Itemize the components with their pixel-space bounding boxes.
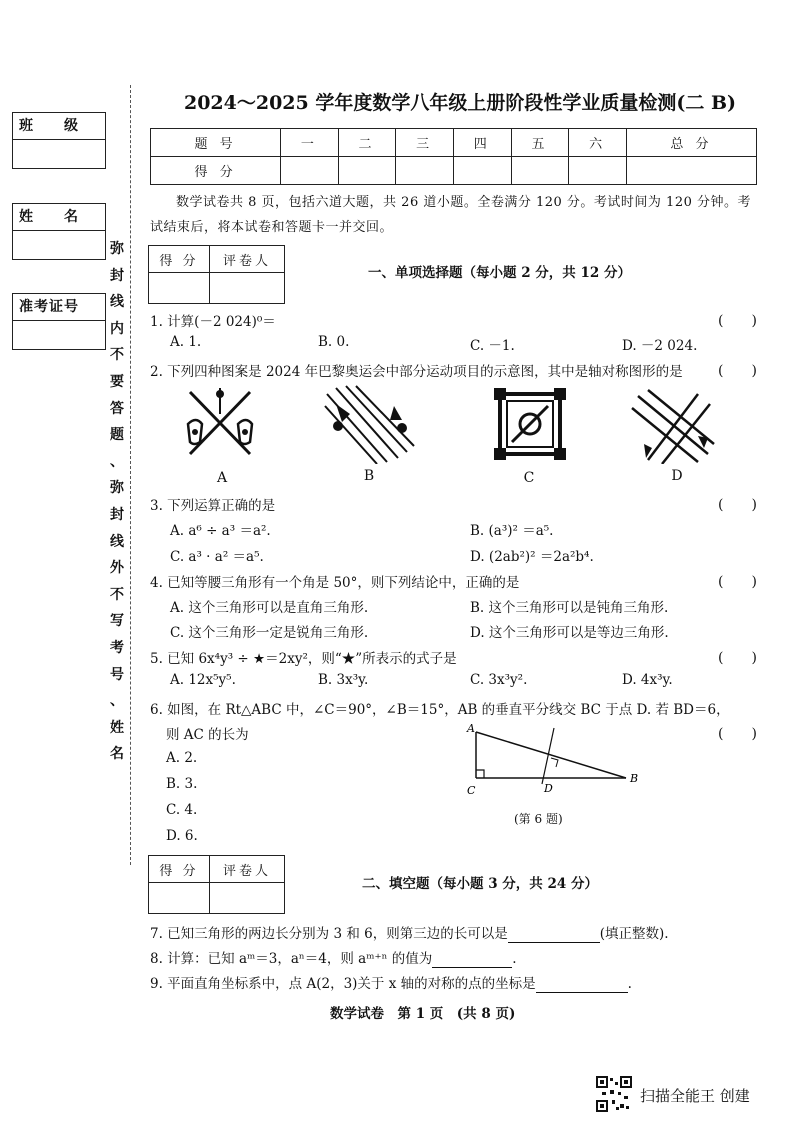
- name-box: [12, 203, 106, 260]
- fencing-icon: [180, 384, 260, 464]
- answer-blank[interactable]: [508, 926, 600, 943]
- score-table: [150, 128, 757, 185]
- section-1-title: 一、单项选择题（每小题 2 分，共 12 分）: [368, 265, 631, 281]
- question-9-stem: 9. 平面直角坐标系中，点 A(2，3)关于 x 轴的对称的点的坐标是: [150, 976, 536, 992]
- question-6-stem: 6. 如图，在 Rt△ABC 中，∠C＝90°，∠B＝15°，AB 的垂直平分线交 BC 于点 D. 若 BD＝6，: [150, 702, 730, 718]
- option-c: C. 4.: [166, 802, 198, 818]
- id-label: 准考证号: [13, 294, 105, 321]
- figure-6-caption: (第 6 题): [514, 812, 563, 826]
- option-b: B. 这个三角形可以是钝角三角形.: [470, 600, 669, 616]
- option-b: B. 0.: [318, 334, 350, 350]
- option-d: D. 这个三角形可以是等边三角形.: [470, 625, 669, 641]
- header-cell: 四: [453, 129, 511, 157]
- question-8: [150, 947, 517, 968]
- question-2-stem: 2. 下列四种图案是 2024 年巴黎奥运会中部分运动项目的示意图，其中是轴对称图形的是: [150, 364, 683, 380]
- score-cell[interactable]: [396, 157, 454, 185]
- option-c: C. 3x³y².: [470, 672, 528, 688]
- grader-reviewer-field[interactable]: [210, 883, 285, 914]
- figure-caption-c: C: [523, 470, 535, 486]
- class-field[interactable]: [13, 140, 105, 168]
- score-cell[interactable]: [453, 157, 511, 185]
- question-4-stem: 4. 已知等腰三角形有一个角是 50°，则下列结论中，正确的是: [150, 575, 520, 591]
- option-a: A. 1.: [170, 334, 202, 350]
- point-b-label: B: [630, 772, 639, 785]
- answer-blank[interactable]: [432, 951, 512, 968]
- rowing-icon: [628, 384, 718, 464]
- question-3-stem: 3. 下列运算正确的是: [150, 498, 276, 514]
- score-cell[interactable]: [281, 157, 339, 185]
- header-cell: 二: [338, 129, 396, 157]
- badminton-icon: [322, 384, 417, 464]
- point-c-label: C: [467, 784, 476, 797]
- page-footer: 数学试卷 第 1 页 (共 8 页): [330, 1006, 516, 1022]
- grader-score-label: 得 分: [149, 856, 210, 883]
- header-cell: 五: [511, 129, 569, 157]
- option-d: D. (2ab²)² ＝2a²b⁴.: [470, 549, 594, 565]
- figure-caption-a: A: [216, 470, 228, 486]
- option-d: D. －2 024.: [622, 338, 698, 354]
- answer-paren[interactable]: ( ): [718, 363, 757, 379]
- question-9-end: .: [627, 976, 632, 992]
- question-7-stem: 7. 已知三角形的两边长分别为 3 和 6，则第三边的长可以是: [150, 926, 508, 942]
- option-d: D. 4x³y.: [622, 672, 673, 688]
- name-label: 姓 名: [13, 204, 105, 231]
- boxing-ring-icon: [490, 384, 570, 464]
- question-5-stem: 5. 已知 6x⁴y³ ÷ ★＝2xy²，则“★”所表示的式子是: [150, 651, 457, 667]
- figure-caption-d: D: [671, 468, 683, 484]
- question-7: [150, 922, 669, 943]
- score-cell[interactable]: [511, 157, 569, 185]
- row-label: 得 分: [151, 157, 281, 185]
- class-box: [12, 112, 106, 169]
- question-6-stem-cont: 则 AC 的长为: [166, 727, 249, 743]
- option-b: B. 3x³y.: [318, 672, 369, 688]
- score-cell[interactable]: [569, 157, 627, 185]
- answer-blank[interactable]: [536, 976, 628, 993]
- seal-dashed-line: [130, 85, 131, 865]
- option-c: C. 这个三角形一定是锐角三角形.: [170, 625, 369, 641]
- header-cell: 一: [281, 129, 339, 157]
- answer-paren[interactable]: ( ): [718, 650, 757, 666]
- option-b: B. (a³)² ＝a⁵.: [470, 523, 554, 539]
- header-cell: 题 号: [151, 129, 281, 157]
- answer-paren[interactable]: ( ): [718, 313, 757, 329]
- figure-caption-b: B: [363, 468, 375, 484]
- answer-paren[interactable]: ( ): [718, 726, 757, 742]
- grader-reviewer-label: 评卷人: [210, 246, 285, 273]
- option-a: A. 2.: [166, 750, 198, 766]
- header-cell: 六: [569, 129, 627, 157]
- score-cell[interactable]: [338, 157, 396, 185]
- point-a-label: A: [467, 722, 475, 735]
- exam-instructions: 数学试卷共 8 页，包括六道大题，共 26 道小题。全卷满分 120 分。考试时间为 120 分钟。考试结束后，将本试卷和答题卡一并交回。: [150, 195, 751, 235]
- grader-reviewer-label: 评卷人: [210, 856, 285, 883]
- seal-line-notice: 弥 封 线 内 不 要 答 题 、 弥 封 线 外 不 写 考 号 、 姓 名: [110, 241, 124, 763]
- score-header-row: [151, 129, 757, 157]
- id-field[interactable]: [13, 321, 105, 349]
- question-9: [150, 972, 632, 993]
- page-title: 2024～2025 学年度数学八年级上册阶段性学业质量检测(二 B): [183, 92, 737, 114]
- grader-score-label: 得 分: [149, 246, 210, 273]
- option-d: D. 6.: [166, 828, 198, 844]
- grader-score-field[interactable]: [149, 273, 210, 304]
- id-box: [12, 293, 106, 350]
- question-7-note: (填正整数).: [599, 926, 669, 942]
- option-a: A. 这个三角形可以是直角三角形.: [170, 600, 369, 616]
- option-c: C. a³ · a² ＝a⁵.: [170, 549, 264, 565]
- option-a: A. a⁶ ÷ a³ ＝a².: [170, 523, 271, 539]
- question-8-stem: 8. 计算：已知 aᵐ＝3，aⁿ＝4，则 aᵐ⁺ⁿ 的值为: [150, 951, 433, 967]
- section-2-title: 二、填空题（每小题 3 分，共 24 分）: [362, 876, 598, 892]
- answer-paren[interactable]: ( ): [718, 497, 757, 513]
- option-c: C. －1.: [470, 338, 515, 354]
- grader-box-2: [148, 855, 285, 914]
- name-field[interactable]: [13, 231, 105, 259]
- grader-box-1: [148, 245, 285, 304]
- qr-code-icon: [596, 1076, 632, 1112]
- answer-paren[interactable]: ( ): [718, 574, 757, 590]
- point-d-label: D: [544, 782, 553, 795]
- grader-score-field[interactable]: [149, 883, 210, 914]
- grader-reviewer-field[interactable]: [210, 273, 285, 304]
- score-value-row: [151, 157, 757, 185]
- class-label: 班 级: [13, 113, 105, 140]
- header-cell: 三: [396, 129, 454, 157]
- triangle-figure: [462, 720, 642, 810]
- option-b: B. 3.: [166, 776, 198, 792]
- option-a: A. 12x⁵y⁵.: [170, 672, 236, 688]
- scanner-watermark: 扫描全能王 创建: [640, 1087, 750, 1105]
- header-cell: 总 分: [626, 129, 756, 157]
- score-cell[interactable]: [626, 157, 756, 185]
- question-8-end: .: [512, 951, 517, 967]
- question-1-stem: 1. 计算(－2 024)⁰＝: [150, 314, 276, 330]
